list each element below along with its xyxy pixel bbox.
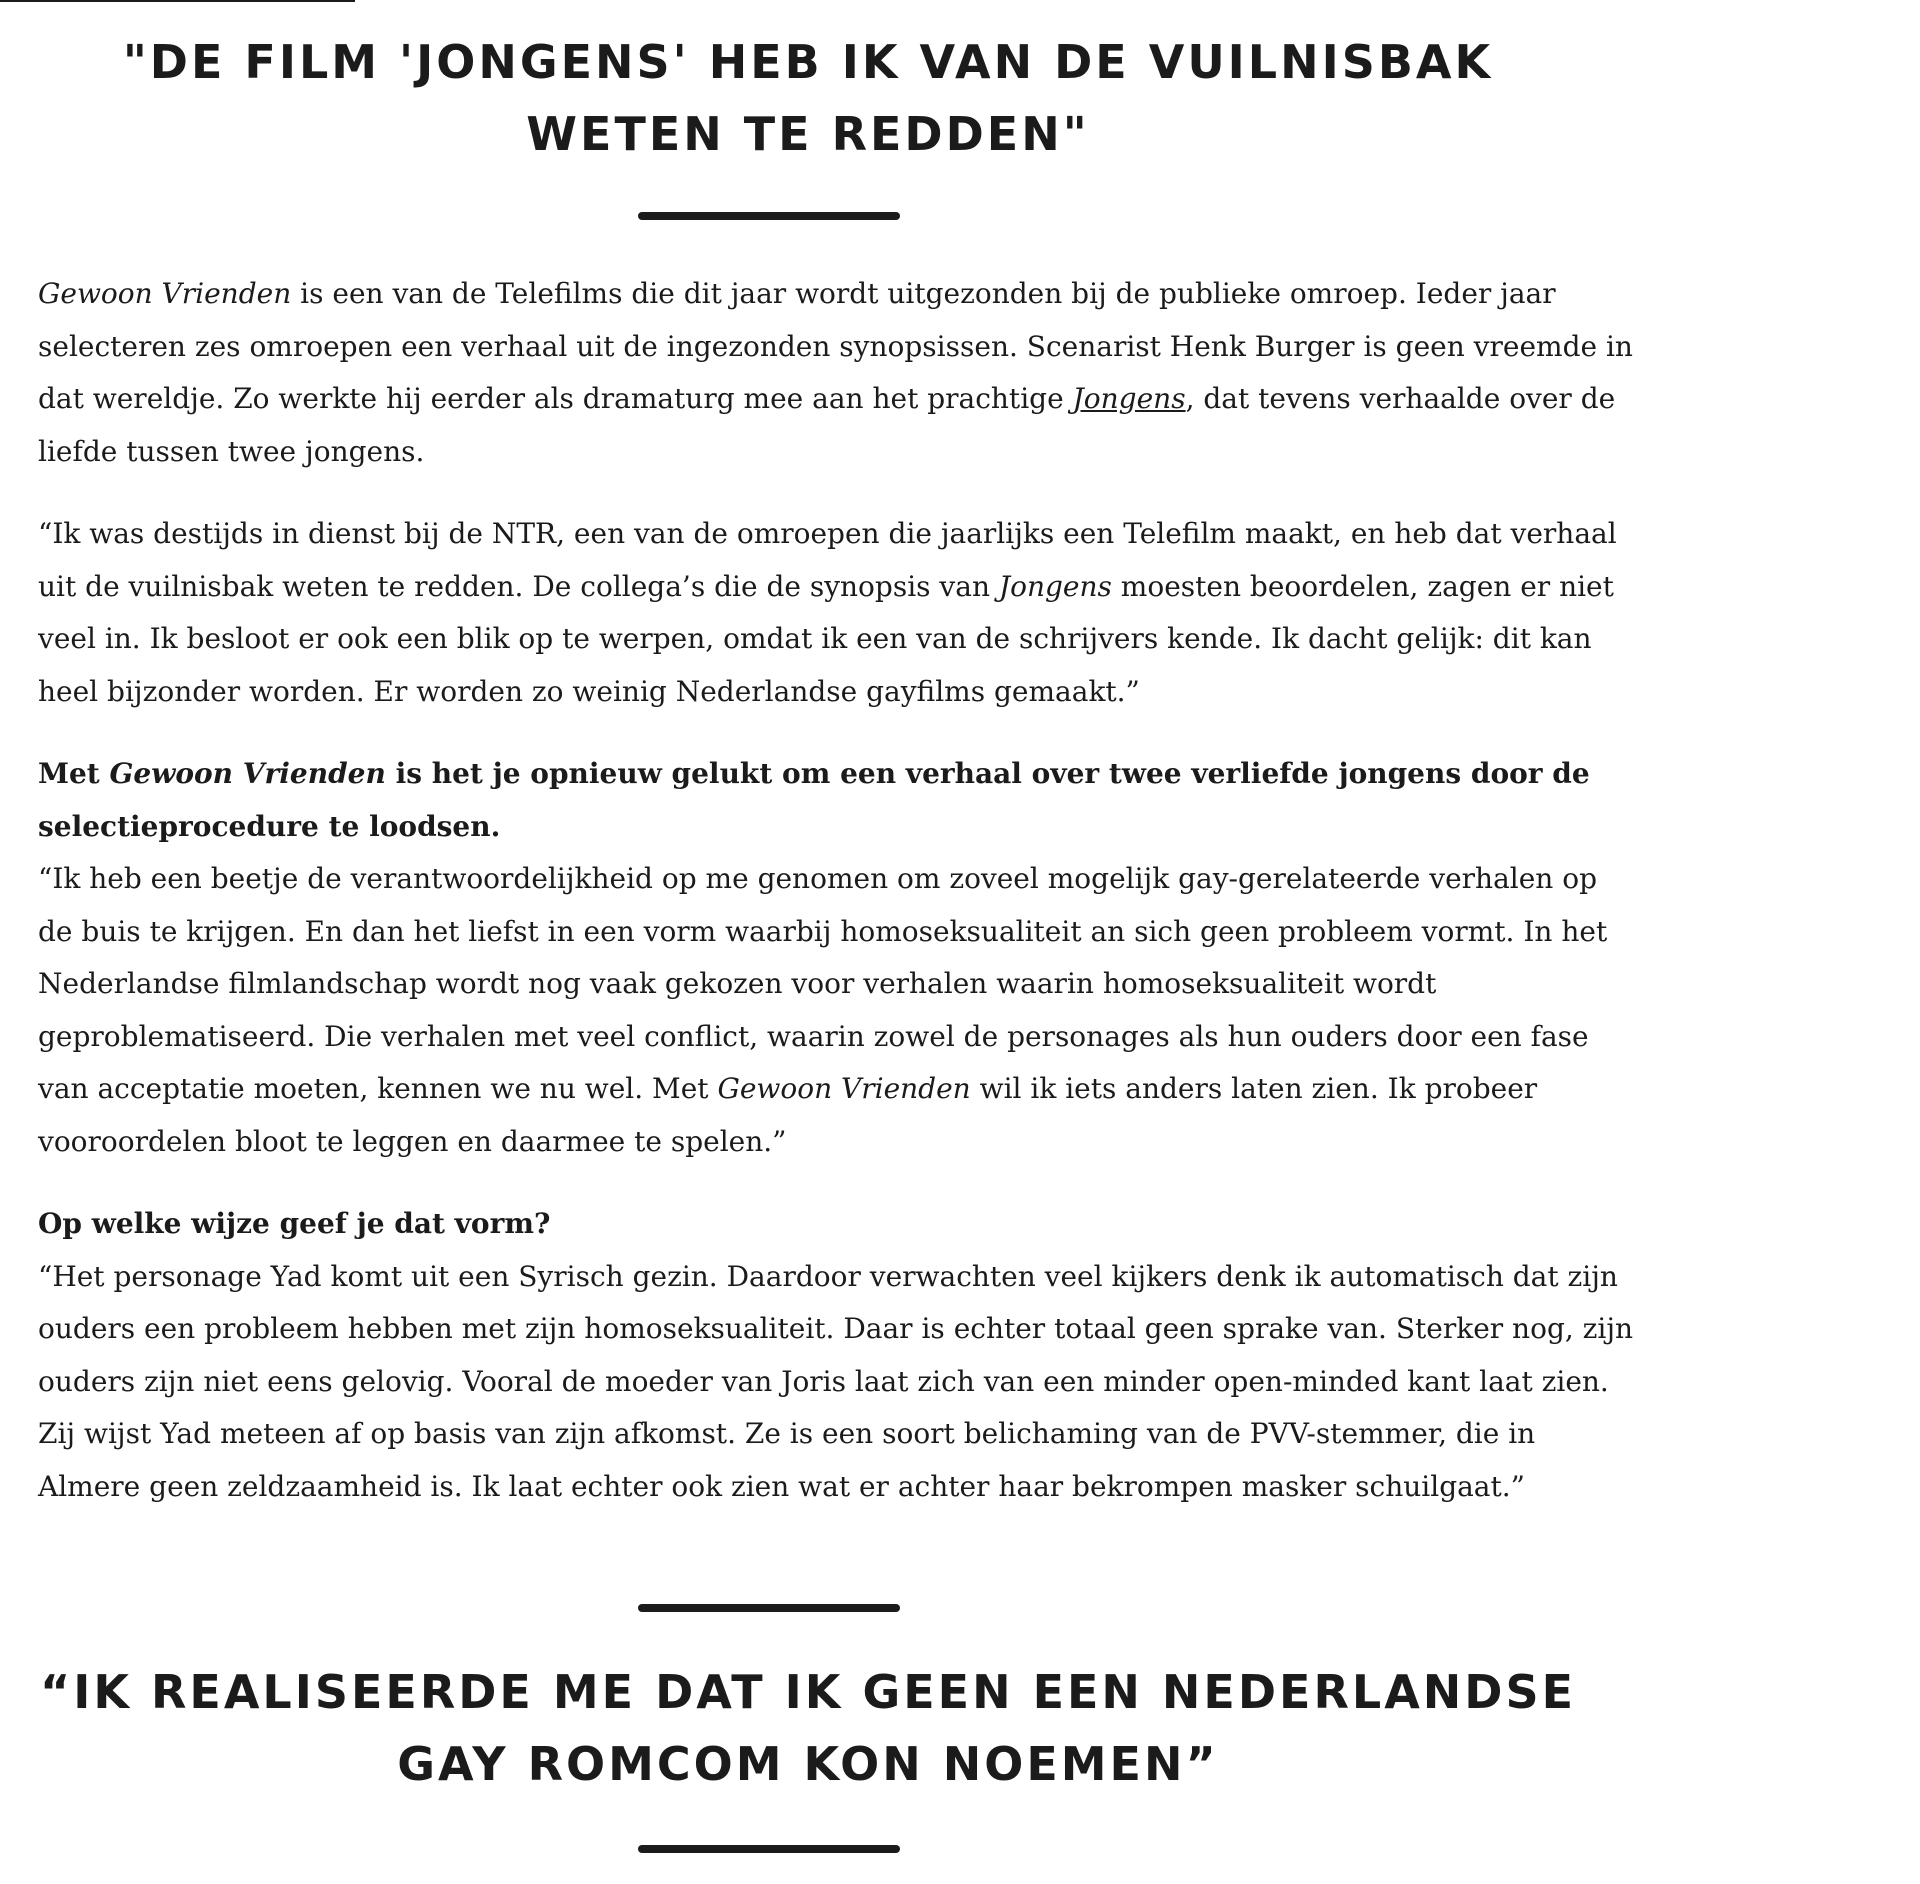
interview-question bbox=[38, 748, 1638, 853]
paragraph-text: moesten beoordelen, zagen er niet veel in. Ik besloot er ook een blik op te werpen, omdat ik een van de schrijvers kende. Ik dacht gelijk: dit kan heel bijzonder worden. Er worden zo weinig Nederlandse gayfilms gemaakt.” bbox=[38, 569, 1614, 708]
jongens-link[interactable]: Jongens bbox=[1072, 382, 1186, 415]
pull-quote-romcom bbox=[38, 1656, 1578, 1800]
section-divider bbox=[638, 212, 900, 220]
article-body bbox=[38, 268, 1638, 1543]
top-rule bbox=[0, 0, 355, 2]
pull-quote-text: DE FILM 'JONGENS' HEB IK VAN DE VUILNISBAK WETEN TE REDDEN bbox=[149, 35, 1494, 161]
pull-quote-jongens bbox=[118, 26, 1498, 170]
paragraph-text: “Ik was destijds in dienst bij de NTR, een van de omroepen die jaarlijks een Telefilm maakt, en heb dat verhaal uit de vuilnisbak weten te redden. De collega’s die de synopsis van bbox=[38, 517, 1617, 603]
answer-text: wil ik iets anders laten zien. Ik probeer vooroordelen bloot te leggen en daarmee te spelen.” bbox=[38, 1072, 1538, 1158]
pull-quote-open-mark: " bbox=[122, 35, 150, 89]
paragraph-ntr-quote bbox=[38, 508, 1638, 718]
section-divider bbox=[638, 1604, 900, 1612]
interview-question: Op welke wijze geef je dat vorm? bbox=[38, 1207, 551, 1240]
question-text: is het je opnieuw gelukt om een verhaal over twee verliefde jongens door de selectieprocedure te loodsen. bbox=[38, 757, 1590, 843]
paragraph-intro bbox=[38, 268, 1638, 478]
pull-quote-text: IK REALISEERDE ME DAT IK GEEN EEN NEDERLANDSE GAY ROMCOM KON NOEMEN bbox=[73, 1665, 1577, 1791]
pull-quote-open-mark: “ bbox=[39, 1665, 74, 1719]
section-divider bbox=[638, 1845, 900, 1853]
paragraph-text: , dat tevens verhaalde over de liefde tussen twee jongens. bbox=[38, 382, 1616, 468]
question-text: Met bbox=[38, 757, 110, 790]
pull-quote-close-mark: ” bbox=[1185, 1737, 1219, 1791]
qa-block-2 bbox=[38, 1198, 1638, 1513]
answer-text: “Het personage Yad komt uit een Syrisch gezin. Daardoor verwachten veel kijkers denk ik automatisch dat zijn ouders een probleem hebben met zijn homoseksualiteit. Daar is echter totaal geen sprake van. Sterker nog, zijn ouders zijn niet eens gelovig. Vooral de moeder van Joris laat zich van een minder open-minded kant laat zien. Zij wijst Yad meteen af op basis van zijn afkomst. Ze is een soort belichaming van de PVV-stemmer, die in Almere geen zeldzaamheid is. Ik laat echter ook zien wat er achter haar bekrompen masker schuilgaat.” bbox=[38, 1259, 1634, 1503]
film-title-jongens: Jongens bbox=[998, 569, 1112, 603]
film-title-gewoon-vrienden: Gewoon Vrienden bbox=[109, 757, 386, 790]
answer-text: “Ik heb een beetje de verantwoordelijkheid op me genomen om zoveel mogelijk gay-gerelateerde verhalen op de buis te krijgen. En dan het liefst in een vorm waarbij homoseksualiteit an sich geen probleem vormt. In het Nederlandse filmlandschap wordt nog vaak gekozen voor verhalen waarin homoseksualiteit wordt geproblematiseerd. Die verhalen met veel conflict, waarin zowel de personages als hun ouders door een fase van acceptatie moeten, kennen we nu wel. Met bbox=[38, 862, 1608, 1105]
film-title-gewoon-vrienden: Gewoon Vrienden bbox=[717, 1072, 971, 1105]
qa-block-1 bbox=[38, 748, 1638, 1168]
paragraph-text: is een van de Telefilms die dit jaar wordt uitgezonden bij de publieke omroep. Ieder jaar selecteren zes omroepen een verhaal uit de ingezonden synopsissen. Scenarist Henk Burger is geen vreemde in dat wereldje. Zo werkte hij eerder als dramaturg mee aan het prachtige bbox=[38, 277, 1633, 415]
film-title-gewoon-vrienden: Gewoon Vrienden bbox=[38, 277, 292, 310]
pull-quote-close-mark: " bbox=[1062, 107, 1090, 161]
